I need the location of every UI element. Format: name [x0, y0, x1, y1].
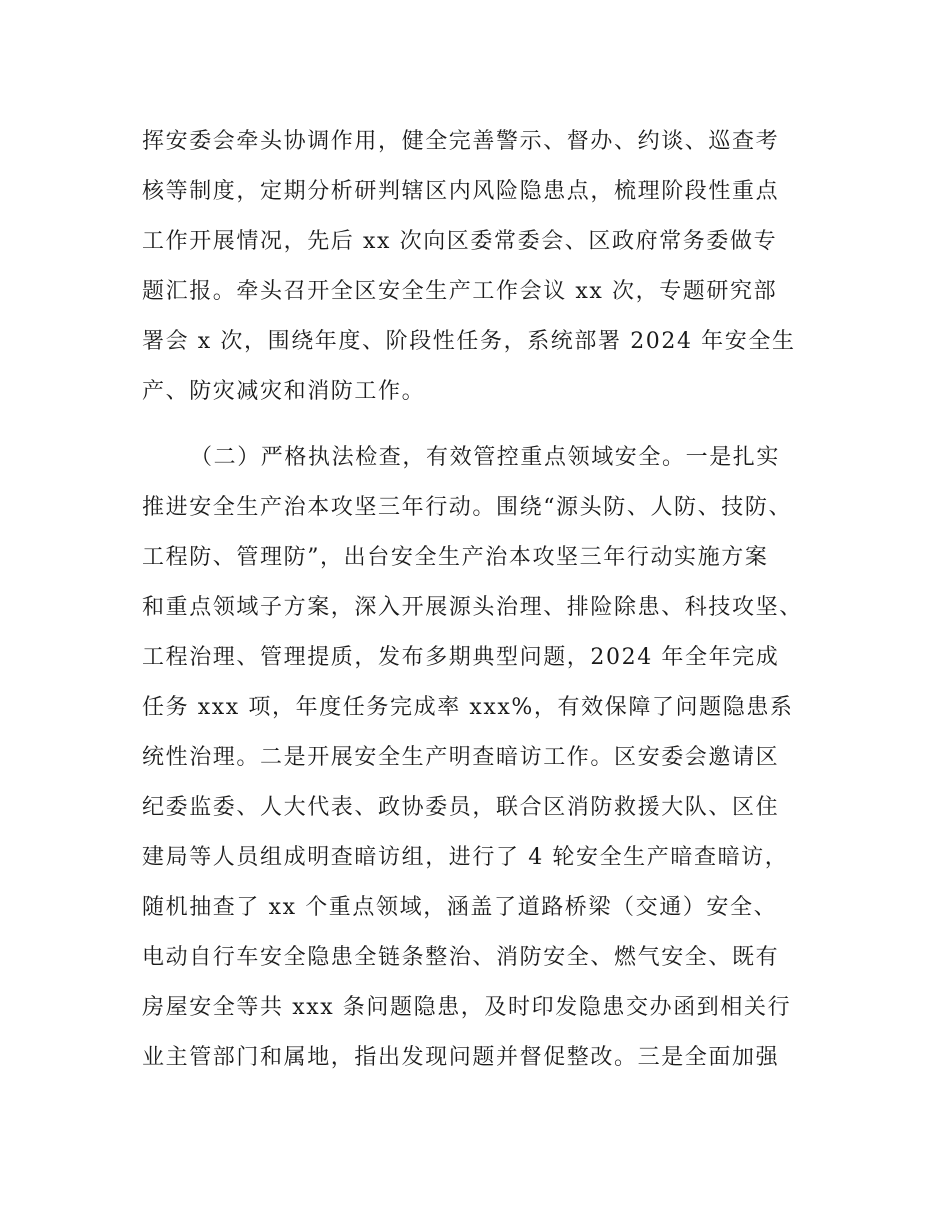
text-line: 挥安委会牵头协调作用，健全完善警示、督办、约谈、巡查考 [142, 129, 780, 154]
text-line: 纪委监委、人大代表、政协委员，联合区消防救援大队、区住 [142, 795, 780, 820]
text-line: 题汇报。牵头召开全区安全生产工作会议 xx 次，专题研究部 [142, 279, 778, 304]
text-line: （二）严格执法检查，有效管控重点领域安全。一是扎实 [190, 445, 781, 470]
text-line: 工程治理、管理提质，发布多期典型问题，2024 年全年完成 [142, 645, 780, 670]
text-line: 工程防、管理防”，出台安全生产治本攻坚三年行动实施方案 [142, 545, 769, 570]
text-line: 统性治理。二是开展安全生产明查暗访工作。区安委会邀请区 [142, 745, 780, 770]
text-line: 业主管部门和属地，指出发现问题并督促整改。三是全面加强 [142, 1045, 780, 1070]
text-line: 任务 xxx 项，年度任务完成率 xxx%，有效保障了问题隐患系 [142, 695, 794, 720]
text-line: 随机抽查了 xx 个重点领域，涵盖了道路桥梁（交通）安全、 [142, 895, 778, 920]
text-line: 电动自行车安全隐患全链条整治、消防安全、燃气安全、既有 [142, 945, 780, 970]
text-line: 产、防灾减灾和消防工作。 [142, 379, 426, 404]
text-line: 核等制度，定期分析研判辖区内风险隐患点，梳理阶段性重点 [142, 179, 780, 204]
text-line: 署会 x 次，围绕年度、阶段性任务，系统部署 2024 年安全生 [142, 329, 796, 354]
text-line: 工作开展情况，先后 xx 次向区委常委会、区政府常务委做专 [142, 229, 778, 254]
text-line: 建局等人员组成明查暗访组，进行了 4 轮安全生产暗查暗访， [142, 845, 789, 870]
text-line: 房屋安全等共 xxx 条问题隐患，及时印发隐患交办函到相关行 [142, 995, 792, 1020]
text-line: 推进安全生产治本攻坚三年行动。围绕“源头防、人防、技防、 [142, 495, 793, 520]
text-line: 和重点领域子方案，深入开展源头治理、排险除患、科技攻坚、 [142, 595, 803, 620]
